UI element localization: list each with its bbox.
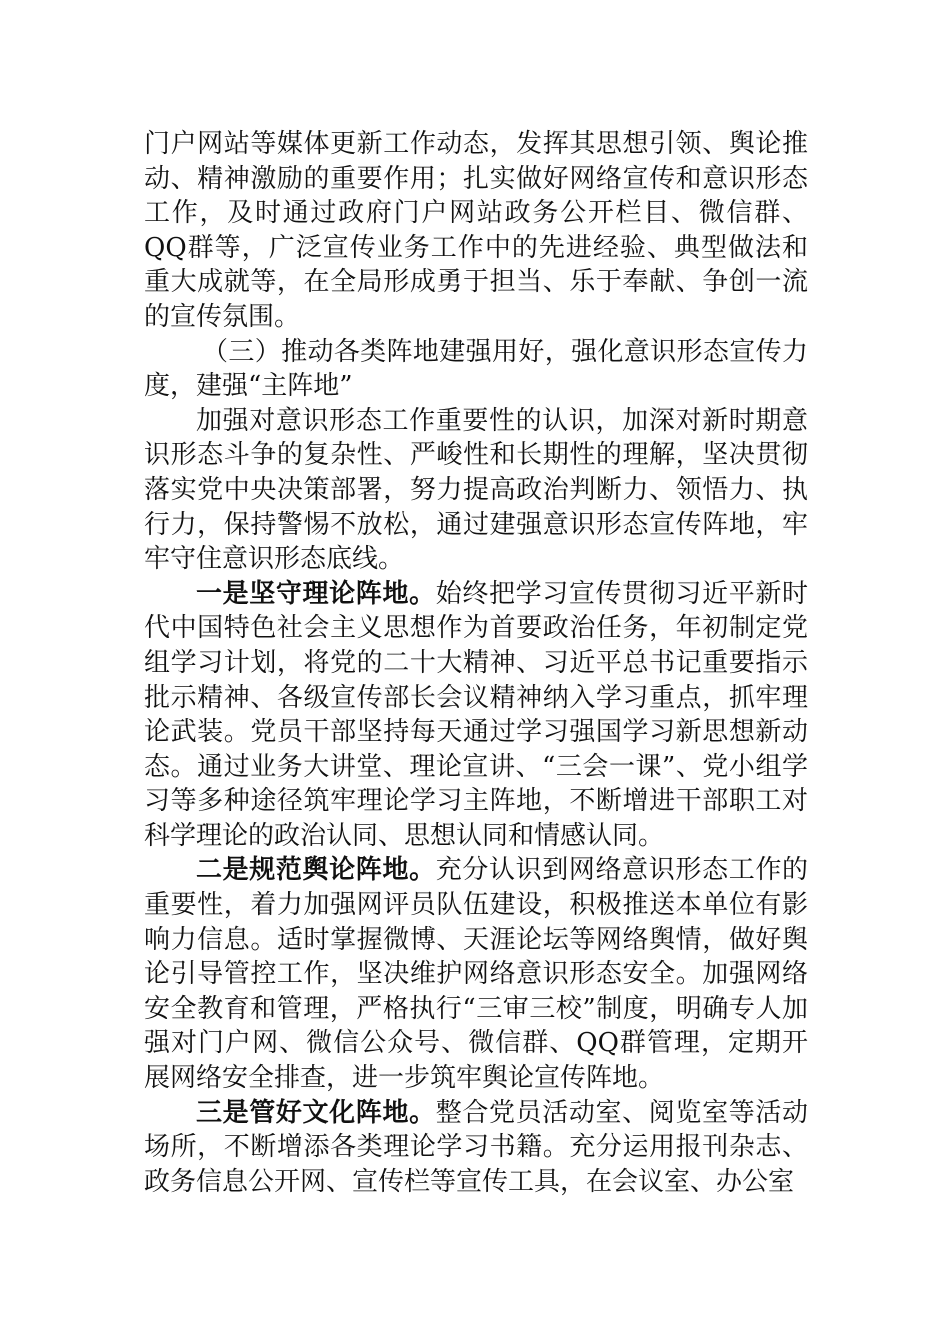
paragraph-intro bbox=[144, 404, 808, 577]
paragraph-text: 充分认识到网络意识形态工作的重要性，着力加强网评员队伍建设，积极推送本单位有影响力信息。适时掌握微博、天涯论坛等网络舆情，做好舆论引导管控工作，坚决维护网络意识形态安全。加强网络安全教育和管理，严格执行“三审三校”制度，明确专人加强对门户网、微信公众号、微信群、QQ群管理，定期开展网络安全排查，进一步筑牢舆论宣传阵地。 bbox=[144, 855, 808, 1094]
paragraph-lead: 一是坚守理论阵地。 bbox=[196, 578, 436, 609]
paragraph-point-1 bbox=[144, 577, 808, 854]
paragraph-text: 整合党员活动室、阅览室等活动场所，不断增添各类理论学习书籍。充分运用报刊杂志、政务信息公开网、宣传栏等宣传工具，在会议室、办公室 bbox=[144, 1097, 808, 1197]
paragraph-continuation bbox=[144, 127, 808, 335]
paragraph-text: 门户网站等媒体更新工作动态，发挥其思想引领、舆论推动、精神激励的重要作用；扎实做好网络宣传和意识形态工作，及时通过政府门户网站政务公开栏目、微信群、QQ群等，广泛宣传业务工作中的先进经验、典型做法和重大成就等，在全局形成勇于担当、乐于奉献、争创一流的宣传氛围。 bbox=[144, 129, 808, 332]
document-body bbox=[144, 127, 808, 1199]
paragraph-text: 加强对意识形态工作重要性的认识，加深对新时期意识形态斗争的复杂性、严峻性和长期性的理解，坚决贯彻落实党中央决策部署，努力提高政治判断力、领悟力、执行力，保持警惕不放松，通过建强意识形态宣传阵地，牢牢守住意识形态底线。 bbox=[144, 405, 808, 575]
section-heading bbox=[144, 335, 808, 404]
paragraph-point-2 bbox=[144, 853, 808, 1095]
paragraph-point-3 bbox=[144, 1096, 808, 1200]
paragraph-lead: 三是管好文化阵地。 bbox=[196, 1097, 436, 1128]
paragraph-text: 始终把学习宣传贯彻习近平新时代中国特色社会主义思想作为首要政治任务，年初制定党组学习计划，将党的二十大精神、习近平总书记重要指示批示精神、各级宣传部长会议精神纳入学习重点，抓牢理论武装。党员干部坚持每天通过学习强国学习新思想新动态。通过业务大讲堂、理论宣讲、“三会一课”、党小组学习等多种途径筑牢理论学习主阵地，不断增进干部职工对科学理论的政治认同、思想认同和情感认同。 bbox=[144, 578, 808, 851]
section-heading-text: （三）推动各类阵地建强用好，强化意识形态宣传力度，建强“主阵地” bbox=[144, 336, 808, 402]
paragraph-lead: 二是规范舆论阵地。 bbox=[196, 855, 436, 886]
